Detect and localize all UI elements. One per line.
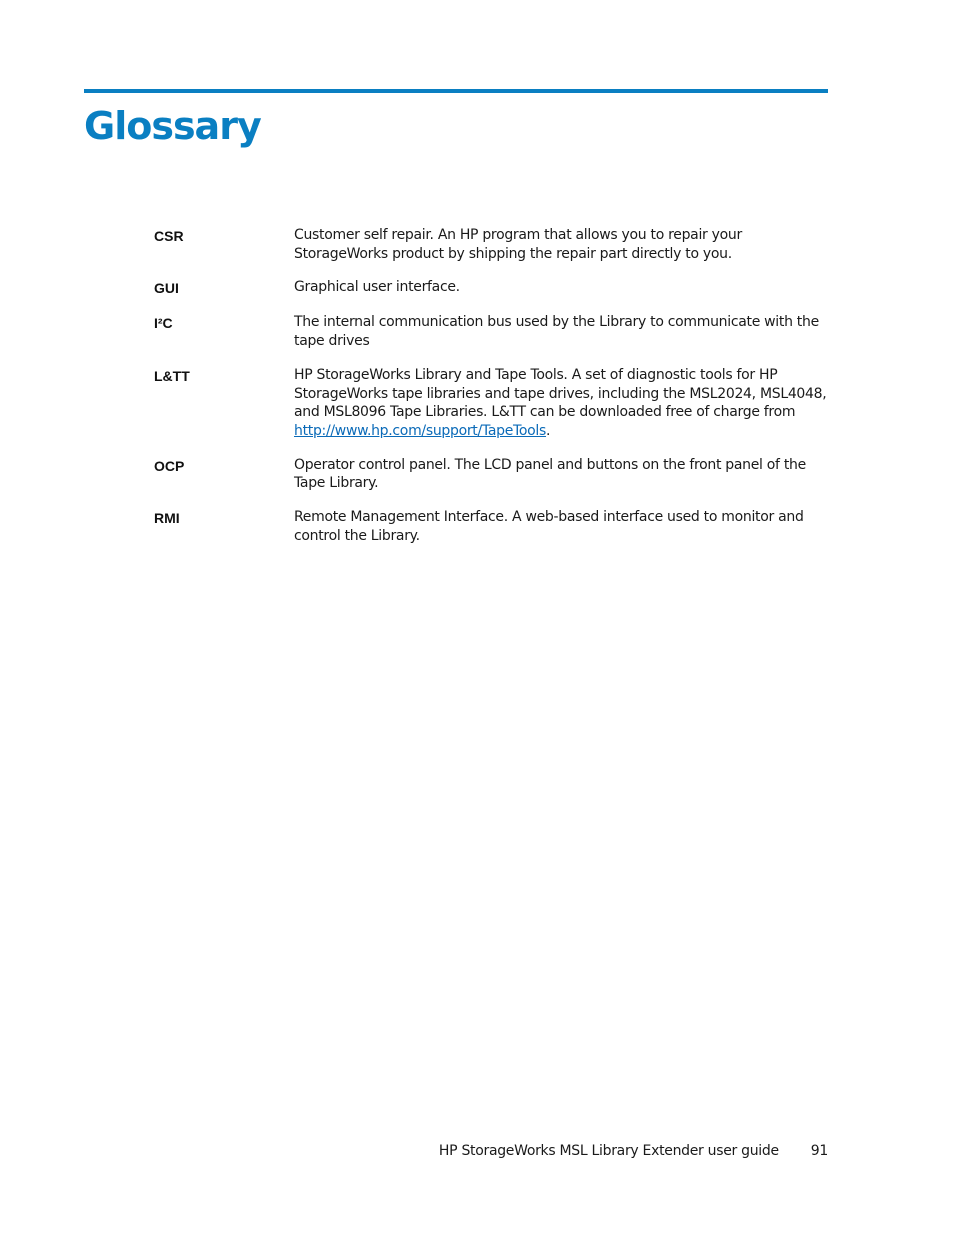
page-number: 91 xyxy=(810,1143,828,1159)
page-footer xyxy=(0,1143,828,1159)
page-title: Glossary xyxy=(84,104,261,148)
glossary-definition: Operator control panel. The LCD panel and buttons on the front panel of the Tape Library. xyxy=(294,456,806,492)
glossary-term: L&TT xyxy=(154,367,190,384)
glossary-entry-i2c xyxy=(154,313,830,350)
glossary-term: GUI xyxy=(154,280,179,297)
glossary-entry-ocp xyxy=(154,456,830,493)
glossary-definition xyxy=(294,366,830,441)
glossary-entry-csr xyxy=(154,226,830,263)
glossary-entry-ltt xyxy=(154,366,830,441)
glossary-term: I²C xyxy=(154,315,173,332)
glossary-definition: Remote Management Interface. A web-based interface used to monitor and control the Library. xyxy=(294,509,804,544)
glossary-term: OCP xyxy=(154,457,185,474)
glossary-definition: Graphical user interface. xyxy=(294,279,460,296)
glossary-definition: The internal communication bus used by the Library to communicate with the tape drives xyxy=(294,314,819,350)
definition-text: HP StorageWorks Library and Tape Tools. A set of diagnostic tools for HP StorageWorks tape libraries and tape drives, including the MSL2024, MSL4048, and MSL8096 Tape Libraries. L&TT can be downloaded free of charge from xyxy=(294,366,827,421)
glossary-definition: Customer self repair. An HP program that allows you to repair your StorageWorks product by shipping the repair part directly to you. xyxy=(294,227,742,262)
footer-doc-title: HP StorageWorks MSL Library Extender user guide xyxy=(438,1143,779,1159)
glossary-term: CSR xyxy=(154,228,184,244)
glossary-entry-rmi xyxy=(154,508,830,545)
tapetools-link[interactable]: http://www.hp.com/support/TapeTools xyxy=(294,422,547,439)
glossary-list xyxy=(154,226,830,560)
glossary-entry-gui xyxy=(154,278,830,298)
definition-end: . xyxy=(546,422,551,439)
title-rule xyxy=(84,89,828,93)
glossary-term: RMI xyxy=(154,510,180,527)
